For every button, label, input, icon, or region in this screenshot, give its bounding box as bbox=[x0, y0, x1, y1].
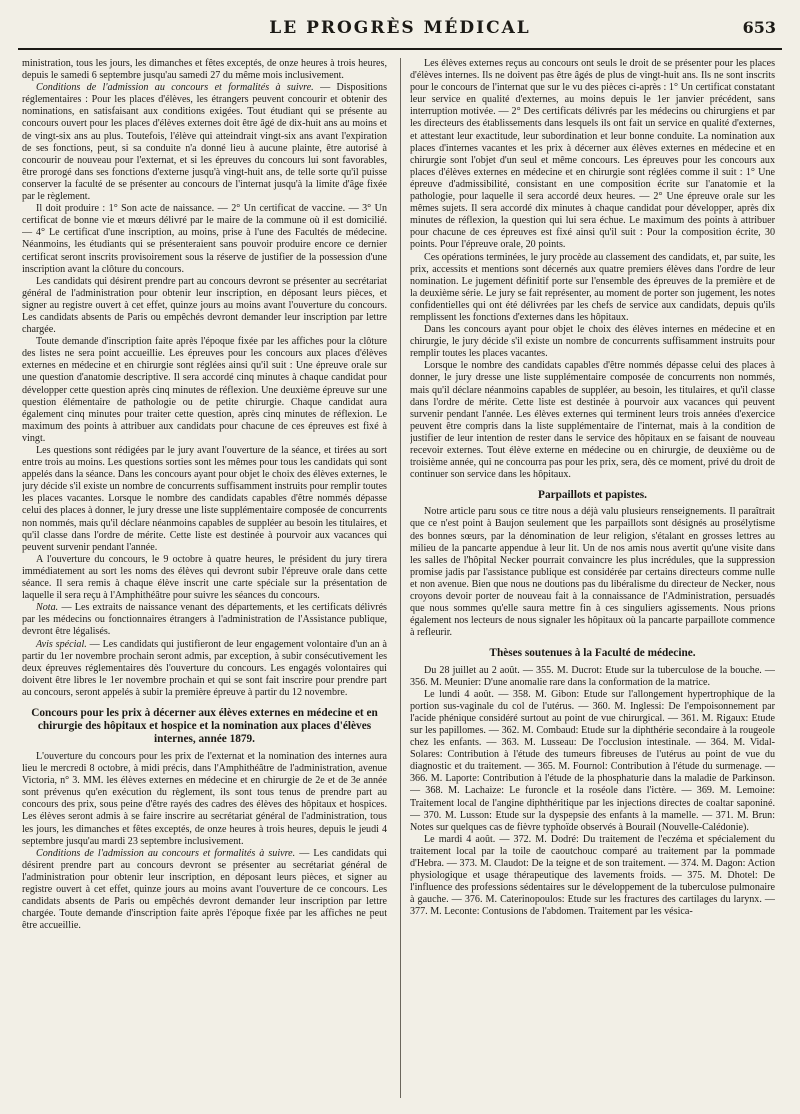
section-heading-internes: Concours pour les prix à décerner aux élèves externes en médecine et en chirurgie des hôpitaux et hospice et la nomination aux places d'élèves internes, année 1879. bbox=[31, 706, 378, 745]
paragraph: Les candidats qui désirent prendre part au concours devront se présenter au secrétariat général de l'administration pour obtenir leur inscription, en déposant leurs pièces, et signer au registre ouvert à cet effet, quinze jours au moins avant l'ouverture du concours. Les candidats absents de Paris ou empêchés devront demander leur inscription par lettre chargée. bbox=[22, 275, 387, 336]
journal-title: LE PROGRÈS MÉDICAL bbox=[269, 18, 531, 38]
right-column bbox=[410, 58, 775, 1098]
paragraph-text: — Les candidats qui désirent prendre part au concours devront se présenter au secrétariat général de l'administration pour obtenir leur inscription, en déposant leurs pièces, et signer au registre ouvert à cet effet, quinze jours au moins avant l'ouverture de ce concours. Les candidats absents de Paris ou empêchés devront demander leur inscription par lettre chargée. Toute demande d'inscription faite après l'époque fixée par les affiches ne peut être accueillie. bbox=[22, 847, 387, 932]
paragraph: A l'ouverture du concours, le 9 octobre à quatre heures, le président du jury tirera immédiatement au sort les noms des élèves qui devront subir l'épreuve orale dans cette séance. Il sera remis à chaque élève inscrit une carte spéciale sur la présentation de laquelle il sera reçu à l'Amphithéâtre pour suivre les séances du concours. bbox=[22, 553, 387, 602]
paragraph: Les questions sont rédigées par le jury avant l'ouverture de la séance, et tirées au sort entre trois au moins. Les questions sorties sont les mêmes pour tous les candidats qui sont appelés dans la séance. Dans les concours ayant pour objet le choix des élèves externes, le jury décide s'il existe un nombre de concurrents suffisamment instruits pour remplir toutes les places vacantes. Lorsque le nombre des candidats capables d'être nommés dépasse celui des places à donner, le jury dresse une liste supplémentaire composée de concurrents non nommés, mais qu'il déclare néanmoins capables de suppléer au besoin les titulaires, et qu'il classe dans l'ordre de mérite. Cette liste est destinée à pourvoir aux vacances qui peuvent survenir pendant l'année. bbox=[22, 445, 387, 553]
paragraph: Lorsque le nombre des candidats capables d'être nommés dépasse celui des places à donner, le jury dresse une liste supplémentaire composée de concurrents non nommés, mais qu'il déclare néanmoins capables de suppléer, au besoin, les titulaires, et qu'il classe dans l'ordre de mérite. Cette liste est destinée à pourvoir aux vacances qui peuvent survenir pendant l'année. Les élèves externes qui terminent leurs trois années d'exercice peuvent être compris dans la liste supplémentaire de l'internat, mais à la condition de justifier de leur intention de rester dans le service des hôpitaux en se faisant de nouveau recevoir externes. Tout élève externe en médecine ou en chirurgie, de deuxième ou de troisième année, qui ne concourra pas pour les prix, sera, dès ce moment, privé du droit de continuer son service dans les hôpitaux. bbox=[410, 360, 775, 481]
subheading-conditions: Conditions de l'admission au concours et formalités à suivre. bbox=[36, 847, 296, 859]
page-header bbox=[18, 14, 782, 50]
paragraph: Toute demande d'inscription faite après l'époque fixée par les affiches pour la clôture des listes ne sera point accueillie. Les épreuves pour les concours aux places d'élèves externes en médecine et en chirurgie sont réglées ainsi qu'il suit : Une épreuve orale sur une question d'anatomie descriptive. Il sera accordé cinq minutes à chaque candidat pour développer cette question après cinq minutes de réflexion. Une deuxième épreuve sur une question élémentaire de pathologie ou de petite chirurgie. Chaque candidat aura également cinq minutes pour traiter cette question, après cinq minutes de réflexion. Le maximum des points à attribuer aux candidats pour chacune de ces épreuves est fixé à vingt. bbox=[22, 336, 387, 444]
paragraph bbox=[22, 82, 387, 203]
paragraph: Notre article paru sous ce titre nous a déjà valu plusieurs renseignements. Il paraîtrait que ce n'est point à Baujon seulement que les parpaillots sont désignés au prosélytisme des bonnes sœurs, par la dénomination de leur religion, s'étalant en grosses lettres au milieu de la pancarte appendue à leur lit. Un de nos amis nous avertit qu'une visite dans les salles de l'hôpital Necker pourrait convaincre les plus incrédules, que la suppression promise jadis par l'assistance publique est considérée par certains directeurs comme nulle et non avenue. Bien que nous ne doutions pas du libéralisme du directeur de Necker, nous croyons devoir porter de nouveau fait à la connaissance de l'Administration, persuadés que nous sommes qu'elle saura mettre fin à ces singuliers agissements. Nous prions également nos lecteurs de nous signaler les hôpitaux où la pancarte parpaillote commence à refleurir. bbox=[410, 506, 775, 639]
nota-label: Nota. bbox=[36, 602, 59, 614]
avis-label: Avis spécial. bbox=[36, 638, 87, 650]
column-divider bbox=[400, 58, 401, 1098]
paragraph bbox=[22, 848, 387, 933]
paragraph: Il doit produire : 1° Son acte de naissance. — 2° Un certificat de vaccine. — 3° Un certificat de bonne vie et mœurs délivré par le maire de la commune où il est domicilié. — 4° Le certificat d'une inscription, au moins, prise à l'une des Facultés de médecine. Néanmoins, les étudiants qui se présenteraient sans pouvoir produire encore ce dernier certificat seront inscrits provisoirement sous la réserve de justifier de la possession d'une inscription avant la clôture du concours. bbox=[22, 203, 387, 275]
section-heading-theses: Thèses soutenues à la Faculté de médecine. bbox=[489, 647, 696, 660]
paragraph: ministration, tous les jours, les dimanches et fêtes exceptés, de onze heures à trois heures, depuis le samedi 6 septembre jusqu'au samedi 27 du même mois inclusivement. bbox=[22, 58, 387, 82]
paragraph: Les élèves externes reçus au concours ont seuls le droit de se présenter pour les places d'élèves internes. Ils ne doivent pas être âgés de plus de vingt-huit ans. Ils ne sont inscrits pour le concours de l'internat que sur le vu des pièces ci-après : 1° Un certificat constatant leur service en qualité d'externes, au moins depuis le 1er janvier précédent, sans interruption motivée. — 2° Des certificats délivrés par les médecins ou chirurgiens et par les directeurs des établissements dans lesquels ils ont fait un service en qualité d'externes, et attestant leur exactitude, leur subordination et leur bonne conduite. La nomination aux places d'internes vacantes et les prix à décerner aux élèves externes en médecine et en chirurgie sont l'objet d'un seul et même concours. Les épreuves pour les concours aux places d'élèves externes en médecine et en chirurgie sont réglées comme il suit : 1° Une épreuve d'admissibilité, consistant en une composition écrite sur l'anatomie et la pathologie, pour laquelle il sera accordé deux heures. — 2° Une épreuve orale sur les mêmes sujets. Il sera accordé dix minutes à chaque candidat pour développer, après dix minutes de réflexion, la question qui lui sera échue. Le maximum des points à attribuer pour chacune de ces épreuves est fixé ainsi qu'il suit : Pour la composition écrite, 30 points. Pour l'épreuve orale, 20 points. bbox=[410, 58, 775, 251]
paragraph-text: — Les extraits de naissance venant des départements, et les certificats délivrés par les médecins ou fonctionnaires étrangers à l'administration de l'Assistance publique, devront être légalisés. bbox=[22, 602, 387, 638]
left-column bbox=[22, 58, 387, 1098]
paragraph: Ces opérations terminées, le jury procède au classement des candidats, et, par suite, les prix, accessits et mentions sont décernés aux quatre premiers élèves dans l'ordre de leur nomination. Le jugement définitif porte sur l'ensemble des épreuves de la première et de la deuxième série. Le jury se fait représenter, au moment de porter son jugement, les notes confidentielles qui ont été délivrées par les chefs de service aux candidats, depuis qu'ils remplissent les fonctions d'externes dans les hôpitaux. bbox=[410, 251, 775, 323]
paragraph: Dans les concours ayant pour objet le choix des élèves internes en médecine et en chirurgie, le jury décide s'il existe un nombre de concurrents suffisamment instruits pour remplir toutes les places vacantes. bbox=[410, 324, 775, 360]
paragraph-text: — Dispositions réglementaires : Pour les places d'élèves, les étrangers peuvent concourir et obtenir des nominations, en satisfaisant aux conditions exigées. Tout étudiant qui se présente au concours ouvert pour les places d'élèves externes doit être âgé de dix-huit ans au moins et de vingt-six ans au plus. Toutefois, l'élève qui atteindrait vingt-six ans avant l'expiration de ses fonctions, peut, si sa conduite n'a donné lieu à aucune plainte, être autorisé à concourir de nouveau pour l'externat, et si les épreuves du concours lui sont favorables, être prorogé dans ses fonctions d'externe jusqu'à vingt-huit ans, de telle sorte qu'il puisse conserver la faculté de se présenter au concours de l'internat jusqu'à la limite d'âge fixée par le règlement. bbox=[22, 82, 387, 203]
theses-list: Le mardi 4 août. — 372. M. Dodré: Du traitement de l'eczéma et spécialement du traitement local par la toile de caoutchouc comparé au traitement par la pommade d'Hebra. — 373. M. Claudot: De la teigne et de son traitement. — 374. M. Dagon: Action physiologique et usage thérapeutique des lavements froids. — 375. M. Dhotel: De l'influence des professions sédentaires sur le développement de la tuberculose pulmonaire à gauche. — 376. M. Caterinopoulos: Etude sur les fractures des cartilages du larynx. — 377. M. Leconte: Contusions de l'abdomen. Traitement par les vésica- bbox=[410, 833, 775, 918]
page-number: 653 bbox=[742, 18, 776, 37]
theses-list: Du 28 juillet au 2 août. — 355. M. Ducrot: Etude sur la tuberculose de la bouche. — 356. M. Meunier: D'une anomalie rare dans la conformation de la matrice. bbox=[410, 664, 775, 688]
paragraph bbox=[22, 602, 387, 638]
section-heading-parpaillots: Parpaillots et papistes. bbox=[538, 489, 647, 502]
paragraph-text: — Les candidats qui justifieront de leur engagement volontaire d'un an à partir du 1er novembre prochain seront admis, par exception, à subir consécutivement les deux épreuves réglementaires dès l'ouverture du concours. Les engagés volontaires qui doivent être libres le 1er novembre prochain et qui se sont fait inscrire pour prendre part au concours, seront appelés à subir la première épreuve à partir du 12 novembre. bbox=[22, 638, 387, 698]
paragraph: L'ouverture du concours pour les prix de l'externat et la nomination des internes aura lieu le mercredi 8 octobre, à midi précis, dans l'Amphithéâtre de l'administration, avenue Victoria, n° 3. MM. les élèves externes en médecine et en chirurgie de 2e et de 3e année sont prévenus qu'en exécution du règlement, ils sont tous tenus de prendre part au concours des prix, sous peine d'être rayés des cadres des élèves des hôpitaux et hospices. Les élèves seront admis à se faire inscrire au secrétariat général de l'administration, tous les jours, les dimanches et fêtes exceptés, de onze heures à trois heures, depuis le jeudi 4 septembre jusqu'au mardi 23 septembre inclusivement. bbox=[22, 750, 387, 847]
subheading-conditions: Conditions de l'admission au concours et formalités à suivre. bbox=[36, 82, 314, 94]
theses-list: Le lundi 4 août. — 358. M. Gibon: Etude sur l'allongement hypertrophique de la portion sus-vaginale du col de l'utérus. — 360. M. Inglessi: De l'empoisonnement par l'acide phénique considéré surtout au point de vue chirurgical. — 361. M. Rigaux: Etude sur les papillomes. — 362. M. Combaud: Etude sur la diphthérie secondaire à la rougeole chez les enfants. — 363. M. Lusseau: De l'occlusion intestinale. — 364. M. Vidal-Solares: Contribution à l'étude des tumeurs fibreuses de l'utérus au point de vue du diagnostic et du traitement. — 365. M. Fournol: Contribution à l'étude du surmenage. — 366. M. Laporte: Contribution à l'étude de la phosphaturie dans la maladie de Parkinson. — 368. M. Lachaize: Le furoncle et la roséole dans l'ictère. — 369. M. Lemoine: Traitement local de l'angine diphthéritique par les injections directes de coaltar saponiné. — 370. M. Lusson: Etude sur la dyspepsie des enfants à la mamelle. — 371. M. Brun: Notes sur quelques cas de fièvre typhoïde observés à Bourail (Nouvelle-Calédonie). bbox=[410, 688, 775, 833]
paragraph bbox=[22, 639, 387, 699]
